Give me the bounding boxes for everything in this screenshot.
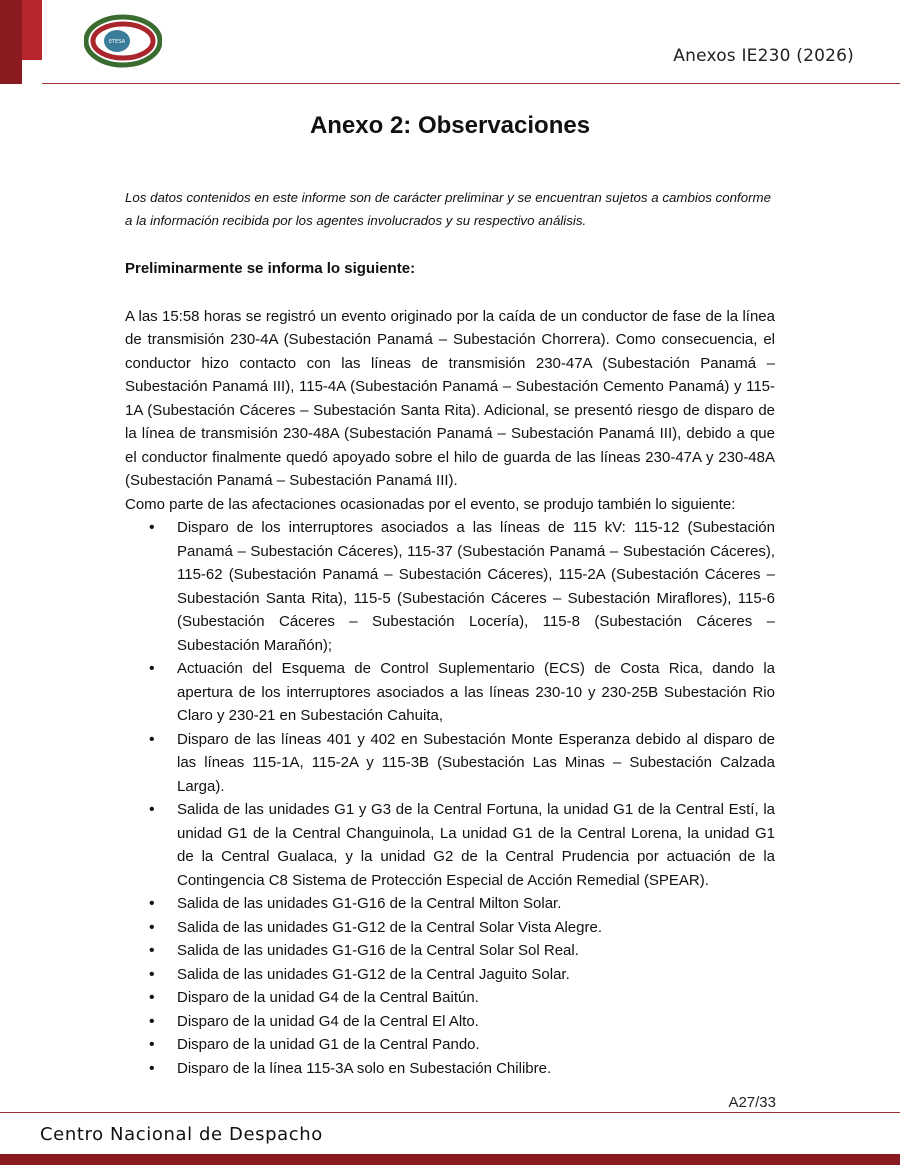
document-reference: Anexos IE230 (2026) (673, 46, 854, 66)
section-subheading: Preliminarmente se informa lo siguiente: (125, 260, 416, 277)
document-body (125, 186, 775, 1080)
header-divider (42, 83, 900, 84)
corner-brand-bar-accent (22, 0, 42, 60)
corner-brand-notch (22, 60, 42, 84)
list-item: • Salida de las unidades G1 y G3 de la Central Fortuna, la unidad G1 de la Central Estí, la unidad G1 de la Central Changuinola, La unidad G1 de la Central Lorena, la unidad G1 de la Central Gualaca, y la unidad G2 de la Central Prudencia por actuación de la Contingencia C8 Sistema de Protección Especial de Acción Remedial (SPEAR). (177, 798, 775, 892)
list-item: • Disparo de la unidad G1 de la Central Pando. (177, 1033, 775, 1057)
etesa-logo (84, 14, 162, 68)
list-item: • Disparo de los interruptores asociados a las líneas de 115 kV: 115-12 (Subestación Panamá – Subestación Cáceres), 115-37 (Subestación Panamá – Subestación Cáceres), 115-62 (Subestación Panamá – Subestación Cáceres), 115-2A (Subestación Cáceres – Subestación Santa Rita), 115-5 (Subestación Cáceres – Subestación Miraflores), 115-6 (Subestación Cáceres – Subestación Locería), 115-8 (Subestación Cáceres – Subestación Marañón); (177, 516, 775, 657)
list-item: • Actuación del Esquema de Control Suplementario (ECS) de Costa Rica, dando la apertura de los interruptores asociados a las líneas 230-10 y 230-25B Subestación Rio Claro y 230-21 en Subestación Cahuita, (177, 657, 775, 728)
corner-brand-bar (0, 0, 22, 84)
list-item: • Salida de las unidades G1-G12 de la Central Solar Vista Alegre. (177, 916, 775, 940)
list-introduction: Como parte de las afectaciones ocasionadas por el evento, se produjo también lo siguiente: (125, 495, 736, 513)
disclaimer-text: Los datos contenidos en este informe son de carácter preliminar y se encuentran sujetos a cambios conforme a la información recibida por los agentes involucrados y su respectivo análisis. (125, 190, 771, 228)
list-item: • Disparo de la unidad G4 de la Central El Alto. (177, 1010, 775, 1034)
page-title: Anexo 2: Observaciones (309, 112, 591, 139)
page-number: A27/33 (728, 1094, 776, 1111)
list-item: • Salida de las unidades G1-G16 de la Central Solar Sol Real. (177, 939, 775, 963)
footer-brand-bar (0, 1154, 900, 1165)
list-item: • Disparo de la unidad G4 de la Central Baitún. (177, 986, 775, 1010)
organization-name: Centro Nacional de Despacho (40, 1124, 323, 1145)
footer-divider (0, 1112, 900, 1113)
svg-text:ETESA: ETESA (108, 39, 126, 45)
list-item: • Disparo de la línea 115-3A solo en Subestación Chilibre. (177, 1057, 775, 1081)
list-item: • Disparo de las líneas 401 y 402 en Subestación Monte Esperanza debido al disparo de las líneas 115-1A, 115-2A y 115-3B (Subestación Las Minas – Subestación Calzada Larga). (177, 728, 775, 799)
list-item: • Salida de las unidades G1-G12 de la Central Jaguito Solar. (177, 963, 775, 987)
effects-list (125, 516, 775, 1080)
event-description-paragraph: A las 15:58 horas se registró un evento originado por la caída de un conductor de fase de la línea de transmisión 230-4A (Subestación Panamá – Subestación Chorrera). Como consecuencia, el conductor hizo contacto con las líneas de transmisión 230-47A (Subestación Panamá – Subestación Panamá III), 115-4A (Subestación Panamá – Subestación Cemento Panamá) y 115-1A (Subestación Cáceres – Subestación Santa Rita). Adicional, se presentó riesgo de disparo de la línea de transmisión 230-48A (Subestación Panamá – Subestación Panamá III), debido a que el conductor finalmente quedó apoyado sobre el hilo de guarda de las líneas 230-47A y 230-48A (Subestación Panamá – Subestación Panamá III). (125, 307, 775, 489)
list-item: • Salida de las unidades G1-G16 de la Central Milton Solar. (177, 892, 775, 916)
